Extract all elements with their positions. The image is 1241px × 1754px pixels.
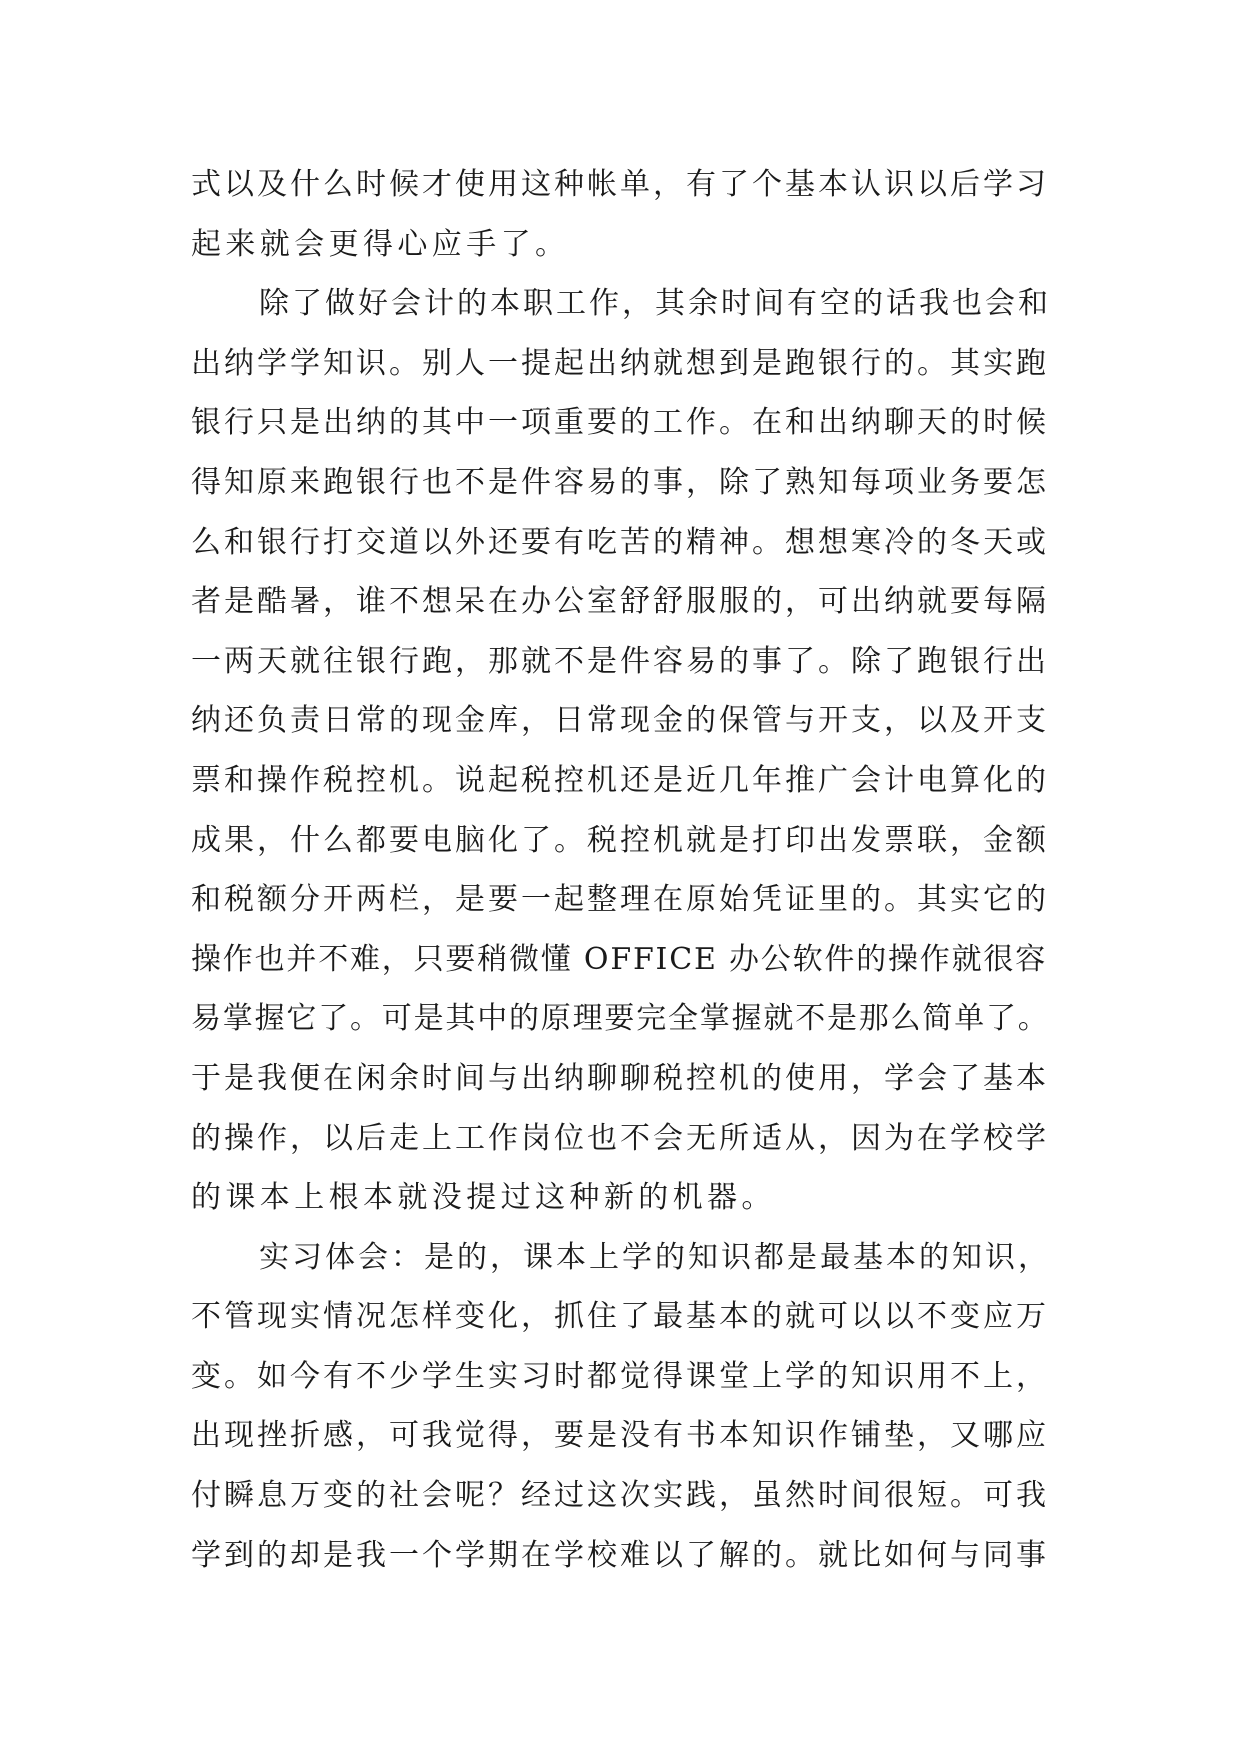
text-line: 不管现实情况怎样变化，抓住了最基本的就可以以不变应万 — [191, 1299, 1049, 1335]
text-line: 纳还负责日常的现金库，日常现金的保管与开支，以及开支 — [191, 703, 1049, 739]
text-line: 成果，什么都要电脑化了。税控机就是打印出发票联，金额 — [191, 822, 1049, 858]
text-line: 于是我便在闲余时间与出纳聊聊税控机的使用，学会了基本 — [191, 1060, 1049, 1096]
text-line: 式以及什么时候才使用这种帐单，有了个基本认识以后学习 — [191, 167, 1049, 202]
text-line: 出纳学学知识。别人一提起出纳就想到是跑银行的。其实跑 — [191, 345, 1049, 381]
text-line: 操作也并不难，只要稍微懂 OFFICE 办公软件的操作就很容 — [191, 941, 1048, 977]
text-line: 付瞬息万变的社会呢？经过这次实践，虽然时间很短。可我 — [191, 1478, 1049, 1514]
text-line: 学到的却是我一个学期在学校难以了解的。就比如何与同事 — [191, 1537, 1049, 1573]
text-line: 者是酷暑，谁不想呆在办公室舒舒服服的，可出纳就要每隔 — [191, 584, 1049, 620]
text-line: 么和银行打交道以外还要有吃苦的精神。想想寒冷的冬天或 — [191, 524, 1049, 560]
text-line: 的操作，以后走上工作岗位也不会无所适从，因为在学校学 — [191, 1120, 1049, 1156]
text-line: 的课本上根本就没提过这种新的机器。 — [191, 1180, 776, 1216]
text-line: 起来就会更得心应手了。 — [191, 226, 570, 262]
text-line: 银行只是出纳的其中一项重要的工作。在和出纳聊天的时候 — [191, 405, 1049, 441]
text-line: 一两天就往银行跑，那就不是件容易的事了。除了跑银行出 — [191, 643, 1049, 679]
text-line: 票和操作税控机。说起税控机还是近几年推广会计电算化的 — [191, 762, 1049, 798]
text-line: 出现挫折感，可我觉得，要是没有书本知识作铺垫，又哪应 — [191, 1418, 1049, 1454]
text-line: 变。如今有不少学生实习时都觉得课堂上学的知识用不上， — [191, 1358, 1049, 1394]
text-line: 和税额分开两栏，是要一起整理在原始凭证里的。其实它的 — [191, 882, 1049, 918]
paragraph-start-line: 实习体会：是的，课本上学的知识都是最基本的知识， — [259, 1239, 1051, 1275]
text-line: 得知原来跑银行也不是件容易的事，除了熟知每项业务要怎 — [191, 464, 1049, 500]
body-text — [191, 155, 1051, 1585]
text-line: 易掌握它了。可是其中的原理要完全掌握就不是那么简单了。 — [191, 1001, 1050, 1037]
paragraph-start-line: 除了做好会计的本职工作，其余时间有空的话我也会和 — [259, 286, 1051, 322]
